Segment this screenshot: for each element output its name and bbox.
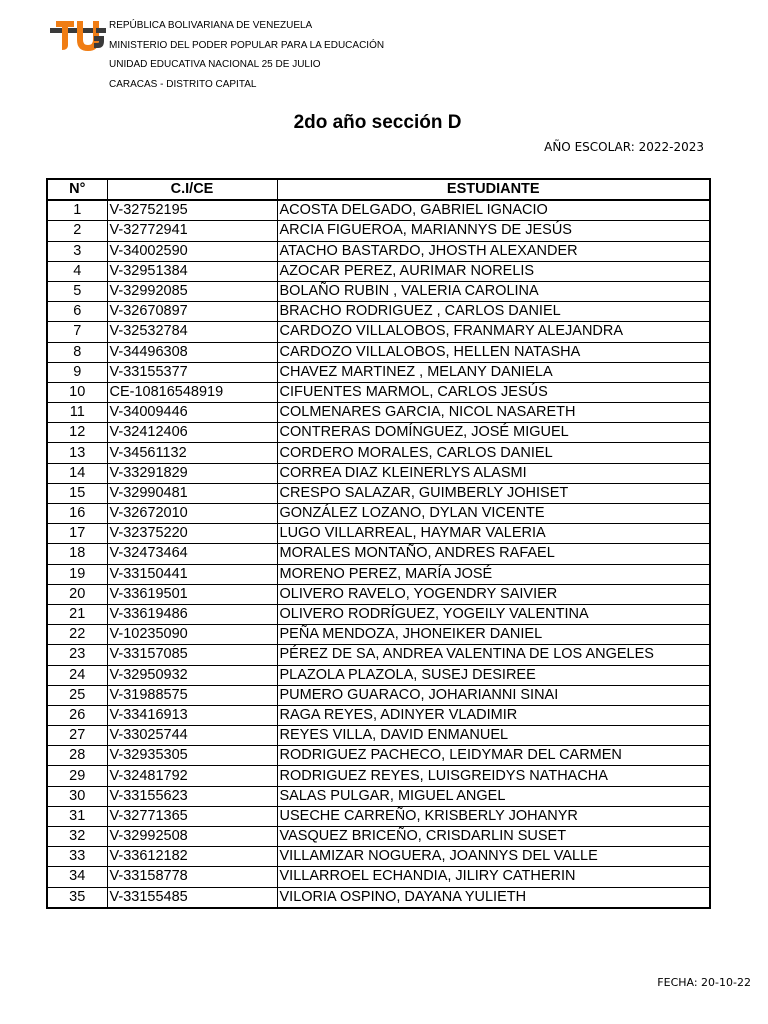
row-number-cell: 16 <box>47 504 107 524</box>
table-row <box>47 786 710 806</box>
row-number-cell: 26 <box>47 705 107 725</box>
row-number-cell: 11 <box>47 403 107 423</box>
table-row <box>47 322 710 342</box>
row-id-cell: V-32481792 <box>107 766 277 786</box>
table-row <box>47 382 710 402</box>
table-body <box>47 200 710 908</box>
row-student-name-cell: USECHE CARREÑO, KRISBERLY JOHANYR <box>277 806 710 826</box>
row-student-name-cell: VILLAMIZAR NOGUERA, JOANNYS DEL VALLE <box>277 847 710 867</box>
column-header-id: C.I/CE <box>107 179 277 200</box>
row-id-cell: V-33155485 <box>107 887 277 908</box>
row-number-cell: 24 <box>47 665 107 685</box>
row-id-cell: V-32473464 <box>107 544 277 564</box>
row-id-cell: V-32992508 <box>107 827 277 847</box>
table-row <box>47 584 710 604</box>
row-student-name-cell: CARDOZO VILLALOBOS, HELLEN NATASHA <box>277 342 710 362</box>
row-number-cell: 5 <box>47 281 107 301</box>
table-row <box>47 504 710 524</box>
table-header-row <box>47 179 710 200</box>
row-number-cell: 15 <box>47 483 107 503</box>
table-row <box>47 887 710 908</box>
row-number-cell: 7 <box>47 322 107 342</box>
row-student-name-cell: PÉREZ DE SA, ANDREA VALENTINA DE LOS ANGELES <box>277 645 710 665</box>
table-row <box>47 524 710 544</box>
table-row <box>47 443 710 463</box>
table-row <box>47 302 710 322</box>
row-number-cell: 13 <box>47 443 107 463</box>
row-id-cell: V-34561132 <box>107 443 277 463</box>
row-student-name-cell: VILLARROEL ECHANDIA, JILIRY CATHERIN <box>277 867 710 887</box>
row-id-cell: V-34002590 <box>107 241 277 261</box>
row-student-name-cell: OLIVERO RODRÍGUEZ, YOGEILY VALENTINA <box>277 604 710 624</box>
column-header-number: N° <box>47 179 107 200</box>
row-number-cell: 8 <box>47 342 107 362</box>
row-id-cell: V-32992085 <box>107 281 277 301</box>
row-id-cell: V-33025744 <box>107 726 277 746</box>
row-id-cell: V-32771365 <box>107 806 277 826</box>
row-student-name-cell: CORDERO MORALES, CARLOS DANIEL <box>277 443 710 463</box>
row-student-name-cell: PLAZOLA PLAZOLA, SUSEJ DESIREE <box>277 665 710 685</box>
row-number-cell: 3 <box>47 241 107 261</box>
row-number-cell: 1 <box>47 200 107 221</box>
table-row <box>47 241 710 261</box>
row-number-cell: 22 <box>47 625 107 645</box>
row-number-cell: 30 <box>47 786 107 806</box>
row-id-cell: V-32752195 <box>107 200 277 221</box>
row-id-cell: V-33150441 <box>107 564 277 584</box>
row-student-name-cell: ARCIA FIGUEROA, MARIANNYS DE JESÚS <box>277 221 710 241</box>
row-id-cell: V-32412406 <box>107 423 277 443</box>
row-number-cell: 28 <box>47 746 107 766</box>
row-student-name-cell: ATACHO BASTARDO, JHOSTH ALEXANDER <box>277 241 710 261</box>
row-number-cell: 33 <box>47 847 107 867</box>
header-line-republic: REPÚBLICA BOLIVARIANA DE VENEZUELA <box>109 20 313 31</box>
row-student-name-cell: ACOSTA DELGADO, GABRIEL IGNACIO <box>277 200 710 221</box>
row-number-cell: 10 <box>47 382 107 402</box>
row-number-cell: 25 <box>47 685 107 705</box>
row-id-cell: V-32950932 <box>107 665 277 685</box>
row-number-cell: 9 <box>47 362 107 382</box>
table-row <box>47 261 710 281</box>
row-id-cell: V-33619501 <box>107 584 277 604</box>
row-number-cell: 32 <box>47 827 107 847</box>
row-student-name-cell: PUMERO GUARACO, JOHARIANNI SINAI <box>277 685 710 705</box>
row-student-name-cell: COLMENARES GARCIA, NICOL NASARETH <box>277 403 710 423</box>
row-student-name-cell: OLIVERO RAVELO, YOGENDRY SAIVIER <box>277 584 710 604</box>
row-id-cell: V-33158778 <box>107 867 277 887</box>
table-row <box>47 200 710 221</box>
row-id-cell: V-33155377 <box>107 362 277 382</box>
row-id-cell: V-34496308 <box>107 342 277 362</box>
table-row <box>47 645 710 665</box>
row-student-name-cell: MORENO PEREZ, MARÍA JOSÉ <box>277 564 710 584</box>
table-row <box>47 362 710 382</box>
row-id-cell: V-33291829 <box>107 463 277 483</box>
row-id-cell: V-33612182 <box>107 847 277 867</box>
row-student-name-cell: CHAVEZ MARTINEZ , MELANY DANIELA <box>277 362 710 382</box>
row-id-cell: V-32935305 <box>107 746 277 766</box>
table-row <box>47 705 710 725</box>
row-id-cell: V-34009446 <box>107 403 277 423</box>
row-student-name-cell: SALAS PULGAR, MIGUEL ANGEL <box>277 786 710 806</box>
header-line-school: UNIDAD EDUCATIVA NACIONAL 25 DE JULIO <box>109 59 321 70</box>
row-id-cell: V-32672010 <box>107 504 277 524</box>
row-id-cell: V-32670897 <box>107 302 277 322</box>
table-row <box>47 867 710 887</box>
row-student-name-cell: AZOCAR PEREZ, AURIMAR NORELIS <box>277 261 710 281</box>
row-student-name-cell: RAGA REYES, ADINYER VLADIMIR <box>277 705 710 725</box>
row-student-name-cell: LUGO VILLARREAL, HAYMAR VALERIA <box>277 524 710 544</box>
table-row <box>47 463 710 483</box>
row-student-name-cell: RODRIGUEZ PACHECO, LEIDYMAR DEL CARMEN <box>277 746 710 766</box>
row-number-cell: 6 <box>47 302 107 322</box>
student-roster-table <box>46 178 711 909</box>
row-number-cell: 21 <box>47 604 107 624</box>
row-number-cell: 4 <box>47 261 107 281</box>
row-number-cell: 2 <box>47 221 107 241</box>
table-row <box>47 281 710 301</box>
row-id-cell: V-33155623 <box>107 786 277 806</box>
row-student-name-cell: PEÑA MENDOZA, JHONEIKER DANIEL <box>277 625 710 645</box>
header-line-location: CARACAS - DISTRITO CAPITAL <box>109 78 257 90</box>
row-student-name-cell: CARDOZO VILLALOBOS, FRANMARY ALEJANDRA <box>277 322 710 342</box>
table-row <box>47 604 710 624</box>
row-student-name-cell: BOLAÑO RUBIN , VALERIA CAROLINA <box>277 281 710 301</box>
row-id-cell: V-32772941 <box>107 221 277 241</box>
table-row <box>47 564 710 584</box>
row-student-name-cell: RODRIGUEZ REYES, LUISGREIDYS NATHACHA <box>277 766 710 786</box>
row-student-name-cell: MORALES MONTAÑO, ANDRES RAFAEL <box>277 544 710 564</box>
table-row <box>47 221 710 241</box>
row-student-name-cell: VILORIA OSPINO, DAYANA YULIETH <box>277 887 710 908</box>
table-row <box>47 766 710 786</box>
row-student-name-cell: GONZÁLEZ LOZANO, DYLAN VICENTE <box>277 504 710 524</box>
table-row <box>47 726 710 746</box>
table-row <box>47 827 710 847</box>
row-id-cell: V-33416913 <box>107 705 277 725</box>
row-student-name-cell: CRESPO SALAZAR, GUIMBERLY JOHISET <box>277 483 710 503</box>
row-number-cell: 31 <box>47 806 107 826</box>
table-row <box>47 806 710 826</box>
row-id-cell: V-31988575 <box>107 685 277 705</box>
institution-logo <box>50 18 106 52</box>
table-row <box>47 403 710 423</box>
row-id-cell: V-32375220 <box>107 524 277 544</box>
table-row <box>47 847 710 867</box>
row-number-cell: 23 <box>47 645 107 665</box>
row-id-cell: CE-10816548919 <box>107 382 277 402</box>
row-id-cell: V-33157085 <box>107 645 277 665</box>
row-number-cell: 34 <box>47 867 107 887</box>
row-id-cell: V-10235090 <box>107 625 277 645</box>
table-row <box>47 342 710 362</box>
table-row <box>47 665 710 685</box>
row-id-cell: V-32532784 <box>107 322 277 342</box>
page-title: 2do año sección D <box>293 112 462 133</box>
row-student-name-cell: REYES VILLA, DAVID ENMANUEL <box>277 726 710 746</box>
header-line-ministry: MINISTERIO DEL PODER POPULAR PARA LA EDUCACIÓN <box>109 39 385 51</box>
row-number-cell: 20 <box>47 584 107 604</box>
institution-header <box>109 16 384 94</box>
row-number-cell: 18 <box>47 544 107 564</box>
table-row <box>47 625 710 645</box>
table-row <box>47 423 710 443</box>
row-id-cell: V-32990481 <box>107 483 277 503</box>
table-row <box>47 746 710 766</box>
column-header-student: ESTUDIANTE <box>277 179 710 200</box>
table-row <box>47 685 710 705</box>
row-id-cell: V-33619486 <box>107 604 277 624</box>
row-student-name-cell: CONTRERAS DOMÍNGUEZ, JOSÉ MIGUEL <box>277 423 710 443</box>
row-number-cell: 14 <box>47 463 107 483</box>
school-year: AÑO ESCOLAR: 2022-2023 <box>544 140 704 154</box>
row-student-name-cell: BRACHO RODRIGUEZ , CARLOS DANIEL <box>277 302 710 322</box>
row-number-cell: 19 <box>47 564 107 584</box>
row-number-cell: 27 <box>47 726 107 746</box>
table-row <box>47 483 710 503</box>
row-number-cell: 35 <box>47 887 107 908</box>
footer-date: FECHA: 20-10-22 <box>657 976 751 989</box>
row-number-cell: 12 <box>47 423 107 443</box>
row-student-name-cell: CORREA DIAZ KLEINERLYS ALASMI <box>277 463 710 483</box>
row-student-name-cell: CIFUENTES MARMOL, CARLOS JESÚS <box>277 382 710 402</box>
row-student-name-cell: VASQUEZ BRICEÑO, CRISDARLIN SUSET <box>277 827 710 847</box>
row-number-cell: 17 <box>47 524 107 544</box>
row-number-cell: 29 <box>47 766 107 786</box>
logo-mark <box>50 21 106 51</box>
table-row <box>47 544 710 564</box>
row-id-cell: V-32951384 <box>107 261 277 281</box>
